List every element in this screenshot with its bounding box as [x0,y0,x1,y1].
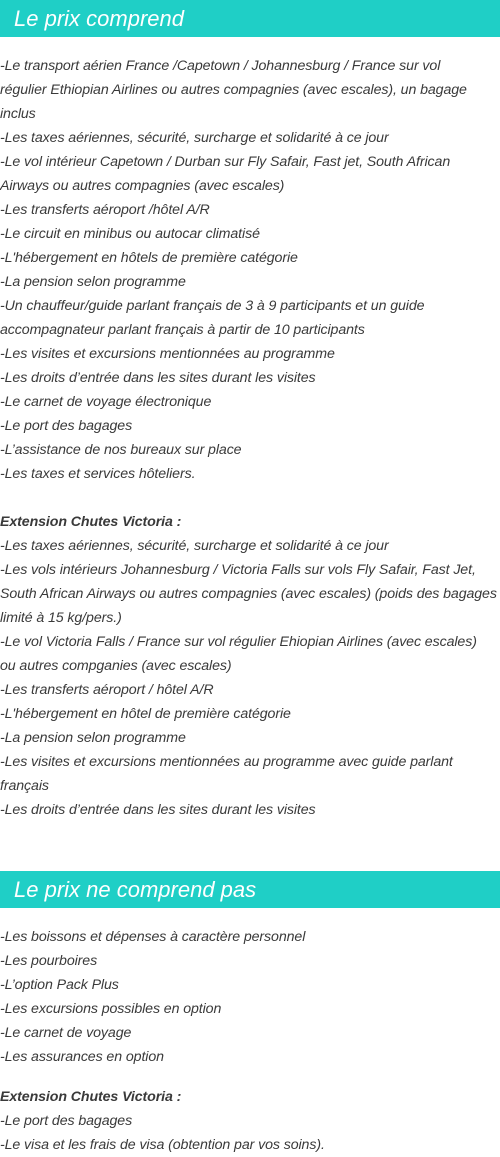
included-line: -Le vol intérieur Capetown / Durban sur Fly Safair, Fast jet, South African [0,154,451,170]
included-line: -Les droits d’entrée dans les sites durant les visites [0,370,316,386]
included-line: Airways ou autres compagnies (avec escales) [0,178,285,194]
not-included-extension-line: -Le visa et les frais de visa (obtention par vos soins). [0,1137,325,1153]
included-line: inclus [0,106,36,122]
not-included-line: -Les excursions possibles en option [0,1001,222,1017]
not-included-line: -L’option Pack Plus [0,977,119,993]
included-line: -L'hébergement en hôtels de première catégorie [0,250,298,266]
included-extension-line: -Les transferts aéroport / hôtel A/R [0,682,214,698]
included-line: -Le transport aérien France /Capetown / Johannesburg / France sur vol [0,58,441,74]
included-line: -Le circuit en minibus ou autocar climatisé [0,226,260,242]
included-line: -Les visites et excursions mentionnées au programme [0,346,335,362]
included-line: -La pension selon programme [0,274,186,290]
not-included-extension-title: Extension Chutes Victoria : [0,1089,182,1105]
included-line: -L’assistance de nos bureaux sur place [0,442,242,458]
not-included-line: -Les pourboires [0,953,98,969]
included-extension-line: -Les visites et excursions mentionnées au programme avec guide parlant [0,754,453,770]
included-extension-line: -Le vol Victoria Falls / France sur vol régulier Ehiopian Airlines (avec escales) [0,634,477,650]
included-extension-line: South African Airways ou autres compagnies (avec escales) (poids des bagages [0,586,497,602]
not-included-line: -Les assurances en option [0,1049,164,1065]
included-line: -Les taxes aériennes, sécurité, surcharge et solidarité à ce jour [0,130,389,146]
included-extension-line: -La pension selon programme [0,730,186,746]
included-line: régulier Ethiopian Airlines ou autres compagnies (avec escales), un bagage [0,82,467,98]
included-line: -Le carnet de voyage électronique [0,394,212,410]
included-line: -Le port des bagages [0,418,133,434]
included-extension-line: -Les droits d’entrée dans les sites durant les visites [0,802,316,818]
not-included-line: -Les boissons et dépenses à caractère personnel [0,929,306,945]
included-extension-line: -Les taxes aériennes, sécurité, surcharge et solidarité à ce jour [0,538,389,554]
not-included-extension-line: -Le port des bagages [0,1113,133,1129]
included-extension-line: limité à 15 kg/pers.) [0,610,122,626]
included-line: accompagnateur parlant français à partir de 10 participants [0,322,365,338]
section-header-not-included: Le prix ne comprend pas [0,871,500,908]
included-line: -Un chauffeur/guide parlant français de 3 à 9 participants et un guide [0,298,425,314]
included-extension-line: -Les vols intérieurs Johannesburg / Victoria Falls sur vols Fly Safair, Fast Jet, [0,562,476,578]
included-line: -Les transferts aéroport /hôtel A/R [0,202,210,218]
included-extension-line: -L'hébergement en hôtel de première catégorie [0,706,291,722]
section-header-included: Le prix comprend [0,0,500,37]
included-line: -Les taxes et services hôteliers. [0,466,196,482]
included-extension-line: ou autres compganies (avec escales) [0,658,232,674]
not-included-line: -Le carnet de voyage [0,1025,132,1041]
included-extension-line: français [0,778,49,794]
included-extension-title: Extension Chutes Victoria : [0,514,182,530]
